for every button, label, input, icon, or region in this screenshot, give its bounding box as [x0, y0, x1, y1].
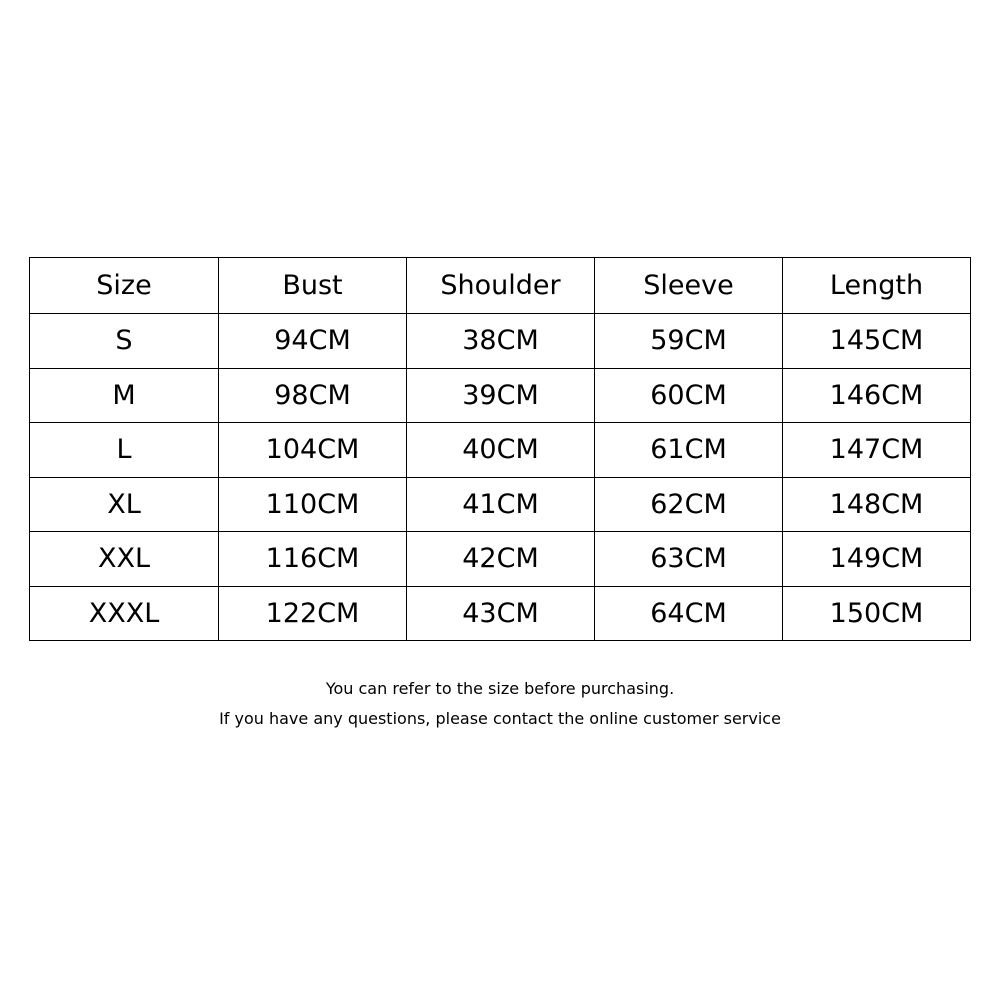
cell-size: S	[30, 314, 219, 369]
size-note-line-2: If you have any questions, please contact the online customer service	[219, 709, 781, 728]
cell-shoulder: 43CM	[407, 586, 595, 641]
cell-size: L	[30, 423, 219, 478]
cell-size: XXXL	[30, 586, 219, 641]
table-row	[30, 586, 971, 641]
cell-length: 145CM	[783, 314, 971, 369]
table-row	[30, 532, 971, 587]
cell-length: 148CM	[783, 477, 971, 532]
cell-bust: 122CM	[219, 586, 407, 641]
header-length: Length	[783, 258, 971, 314]
header-size: Size	[30, 258, 219, 314]
cell-shoulder: 40CM	[407, 423, 595, 478]
cell-bust: 98CM	[219, 368, 407, 423]
cell-size: M	[30, 368, 219, 423]
cell-bust: 110CM	[219, 477, 407, 532]
table-header-row	[30, 258, 971, 314]
table-row	[30, 477, 971, 532]
cell-sleeve: 60CM	[595, 368, 783, 423]
size-chart-table	[29, 257, 971, 641]
cell-length: 147CM	[783, 423, 971, 478]
cell-bust: 104CM	[219, 423, 407, 478]
table-row	[30, 423, 971, 478]
cell-sleeve: 64CM	[595, 586, 783, 641]
cell-shoulder: 38CM	[407, 314, 595, 369]
cell-length: 150CM	[783, 586, 971, 641]
header-shoulder: Shoulder	[407, 258, 595, 314]
cell-shoulder: 42CM	[407, 532, 595, 587]
cell-sleeve: 59CM	[595, 314, 783, 369]
cell-size: XXL	[30, 532, 219, 587]
table-row	[30, 368, 971, 423]
cell-sleeve: 61CM	[595, 423, 783, 478]
cell-bust: 94CM	[219, 314, 407, 369]
cell-shoulder: 41CM	[407, 477, 595, 532]
header-bust: Bust	[219, 258, 407, 314]
cell-sleeve: 63CM	[595, 532, 783, 587]
cell-shoulder: 39CM	[407, 368, 595, 423]
cell-length: 146CM	[783, 368, 971, 423]
cell-bust: 116CM	[219, 532, 407, 587]
table-row	[30, 314, 971, 369]
cell-size: XL	[30, 477, 219, 532]
size-note-line-1: You can refer to the size before purchasing.	[325, 679, 675, 698]
cell-sleeve: 62CM	[595, 477, 783, 532]
cell-length: 149CM	[783, 532, 971, 587]
header-sleeve: Sleeve	[595, 258, 783, 314]
